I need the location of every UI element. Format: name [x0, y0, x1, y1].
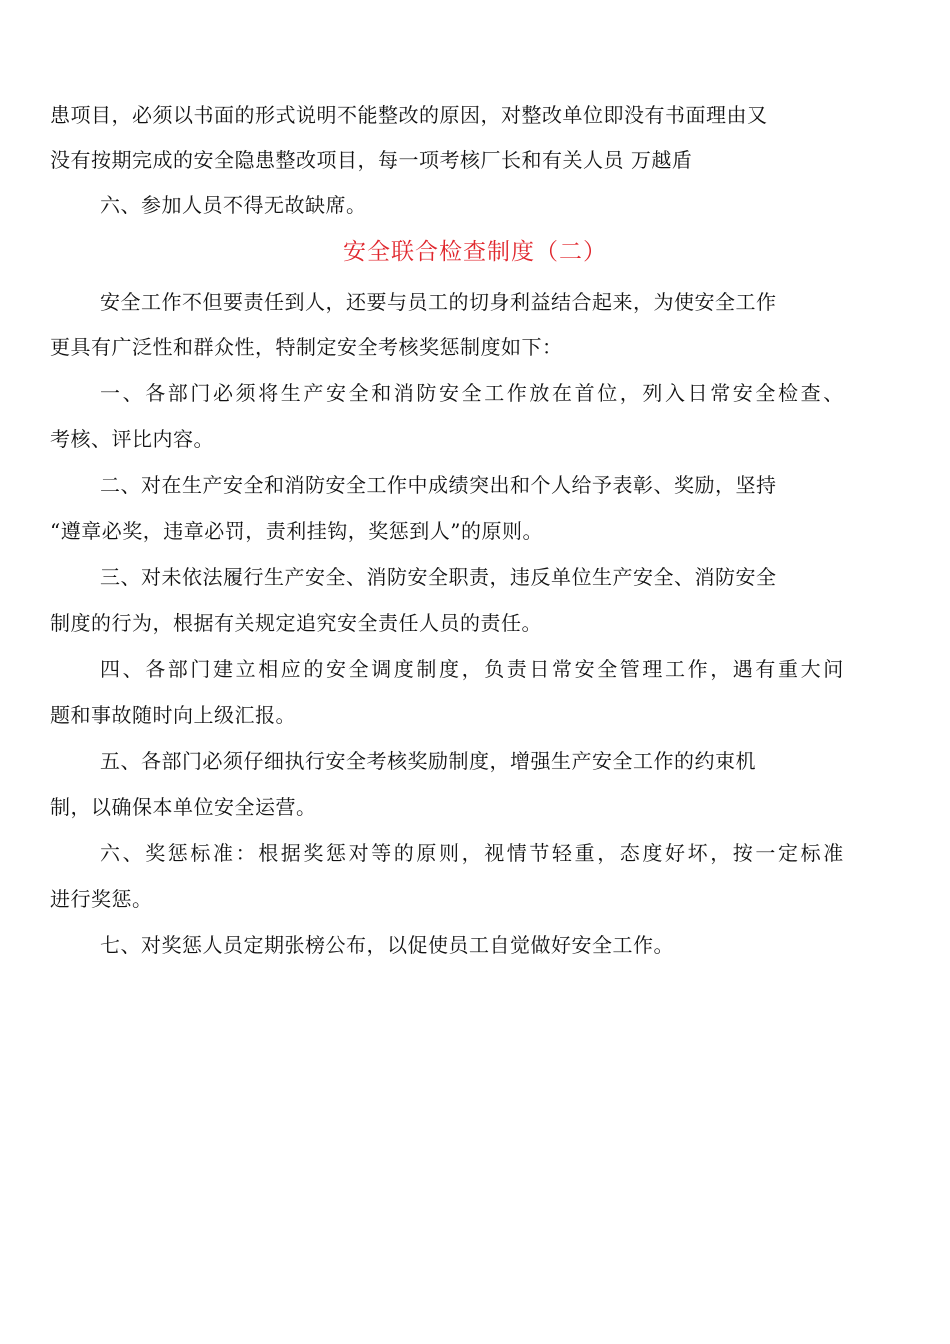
- paragraph-line: “遵章必奖，违章必罚，责利挂钩，奖惩到人”的原则。: [50, 519, 543, 543]
- paragraph-line: 三、对未依法履行生产安全、消防安全职责，违反单位生产安全、消防安全: [100, 565, 777, 589]
- section-title: 安全联合检查制度（二）: [343, 239, 607, 265]
- paragraph-line: 进行奖惩。: [50, 887, 153, 911]
- paragraph-line: 安全工作不但要责任到人，还要与员工的切身利益结合起来，为使安全工作: [100, 290, 777, 314]
- paragraph-line: 五、各部门必须仔细执行安全考核奖励制度，增强生产安全工作的约束机: [100, 749, 756, 773]
- paragraph-line: 更具有广泛性和群众性，特制定安全考核奖惩制度如下：: [50, 335, 563, 359]
- paragraph-line: 考核、评比内容。: [50, 427, 214, 451]
- paragraph-line: 一、各部门必须将生产安全和消防安全工作放在首位，列入日常安全检查、: [100, 381, 846, 405]
- paragraph-line: 六、奖惩标准：根据奖惩对等的原则，视情节轻重，态度好坏，按一定标准: [100, 841, 846, 865]
- paragraph-line: 制度的行为，根据有关规定追究安全责任人员的责任。: [50, 611, 542, 635]
- paragraph-line: 没有按期完成的安全隐患整改项目，每一项考核厂长和有关人员 万越盾: [50, 148, 693, 172]
- paragraph-line: 患项目，必须以书面的形式说明不能整改的原因，对整改单位即没有书面理由又: [50, 103, 768, 127]
- paragraph-line: 题和事故随时向上级汇报。: [50, 703, 296, 727]
- paragraph-line: 六、参加人员不得无故缺席。: [100, 193, 367, 217]
- paragraph-line: 二、对在生产安全和消防安全工作中成绩突出和个人给予表彰、奖励，坚持: [100, 473, 777, 497]
- paragraph-line: 制，以确保本单位安全运营。: [50, 795, 317, 819]
- paragraph-line: 四、各部门建立相应的安全调度制度，负责日常安全管理工作，遇有重大问: [100, 657, 846, 681]
- paragraph-line: 七、对奖惩人员定期张榜公布，以促使员工自觉做好安全工作。: [100, 933, 674, 957]
